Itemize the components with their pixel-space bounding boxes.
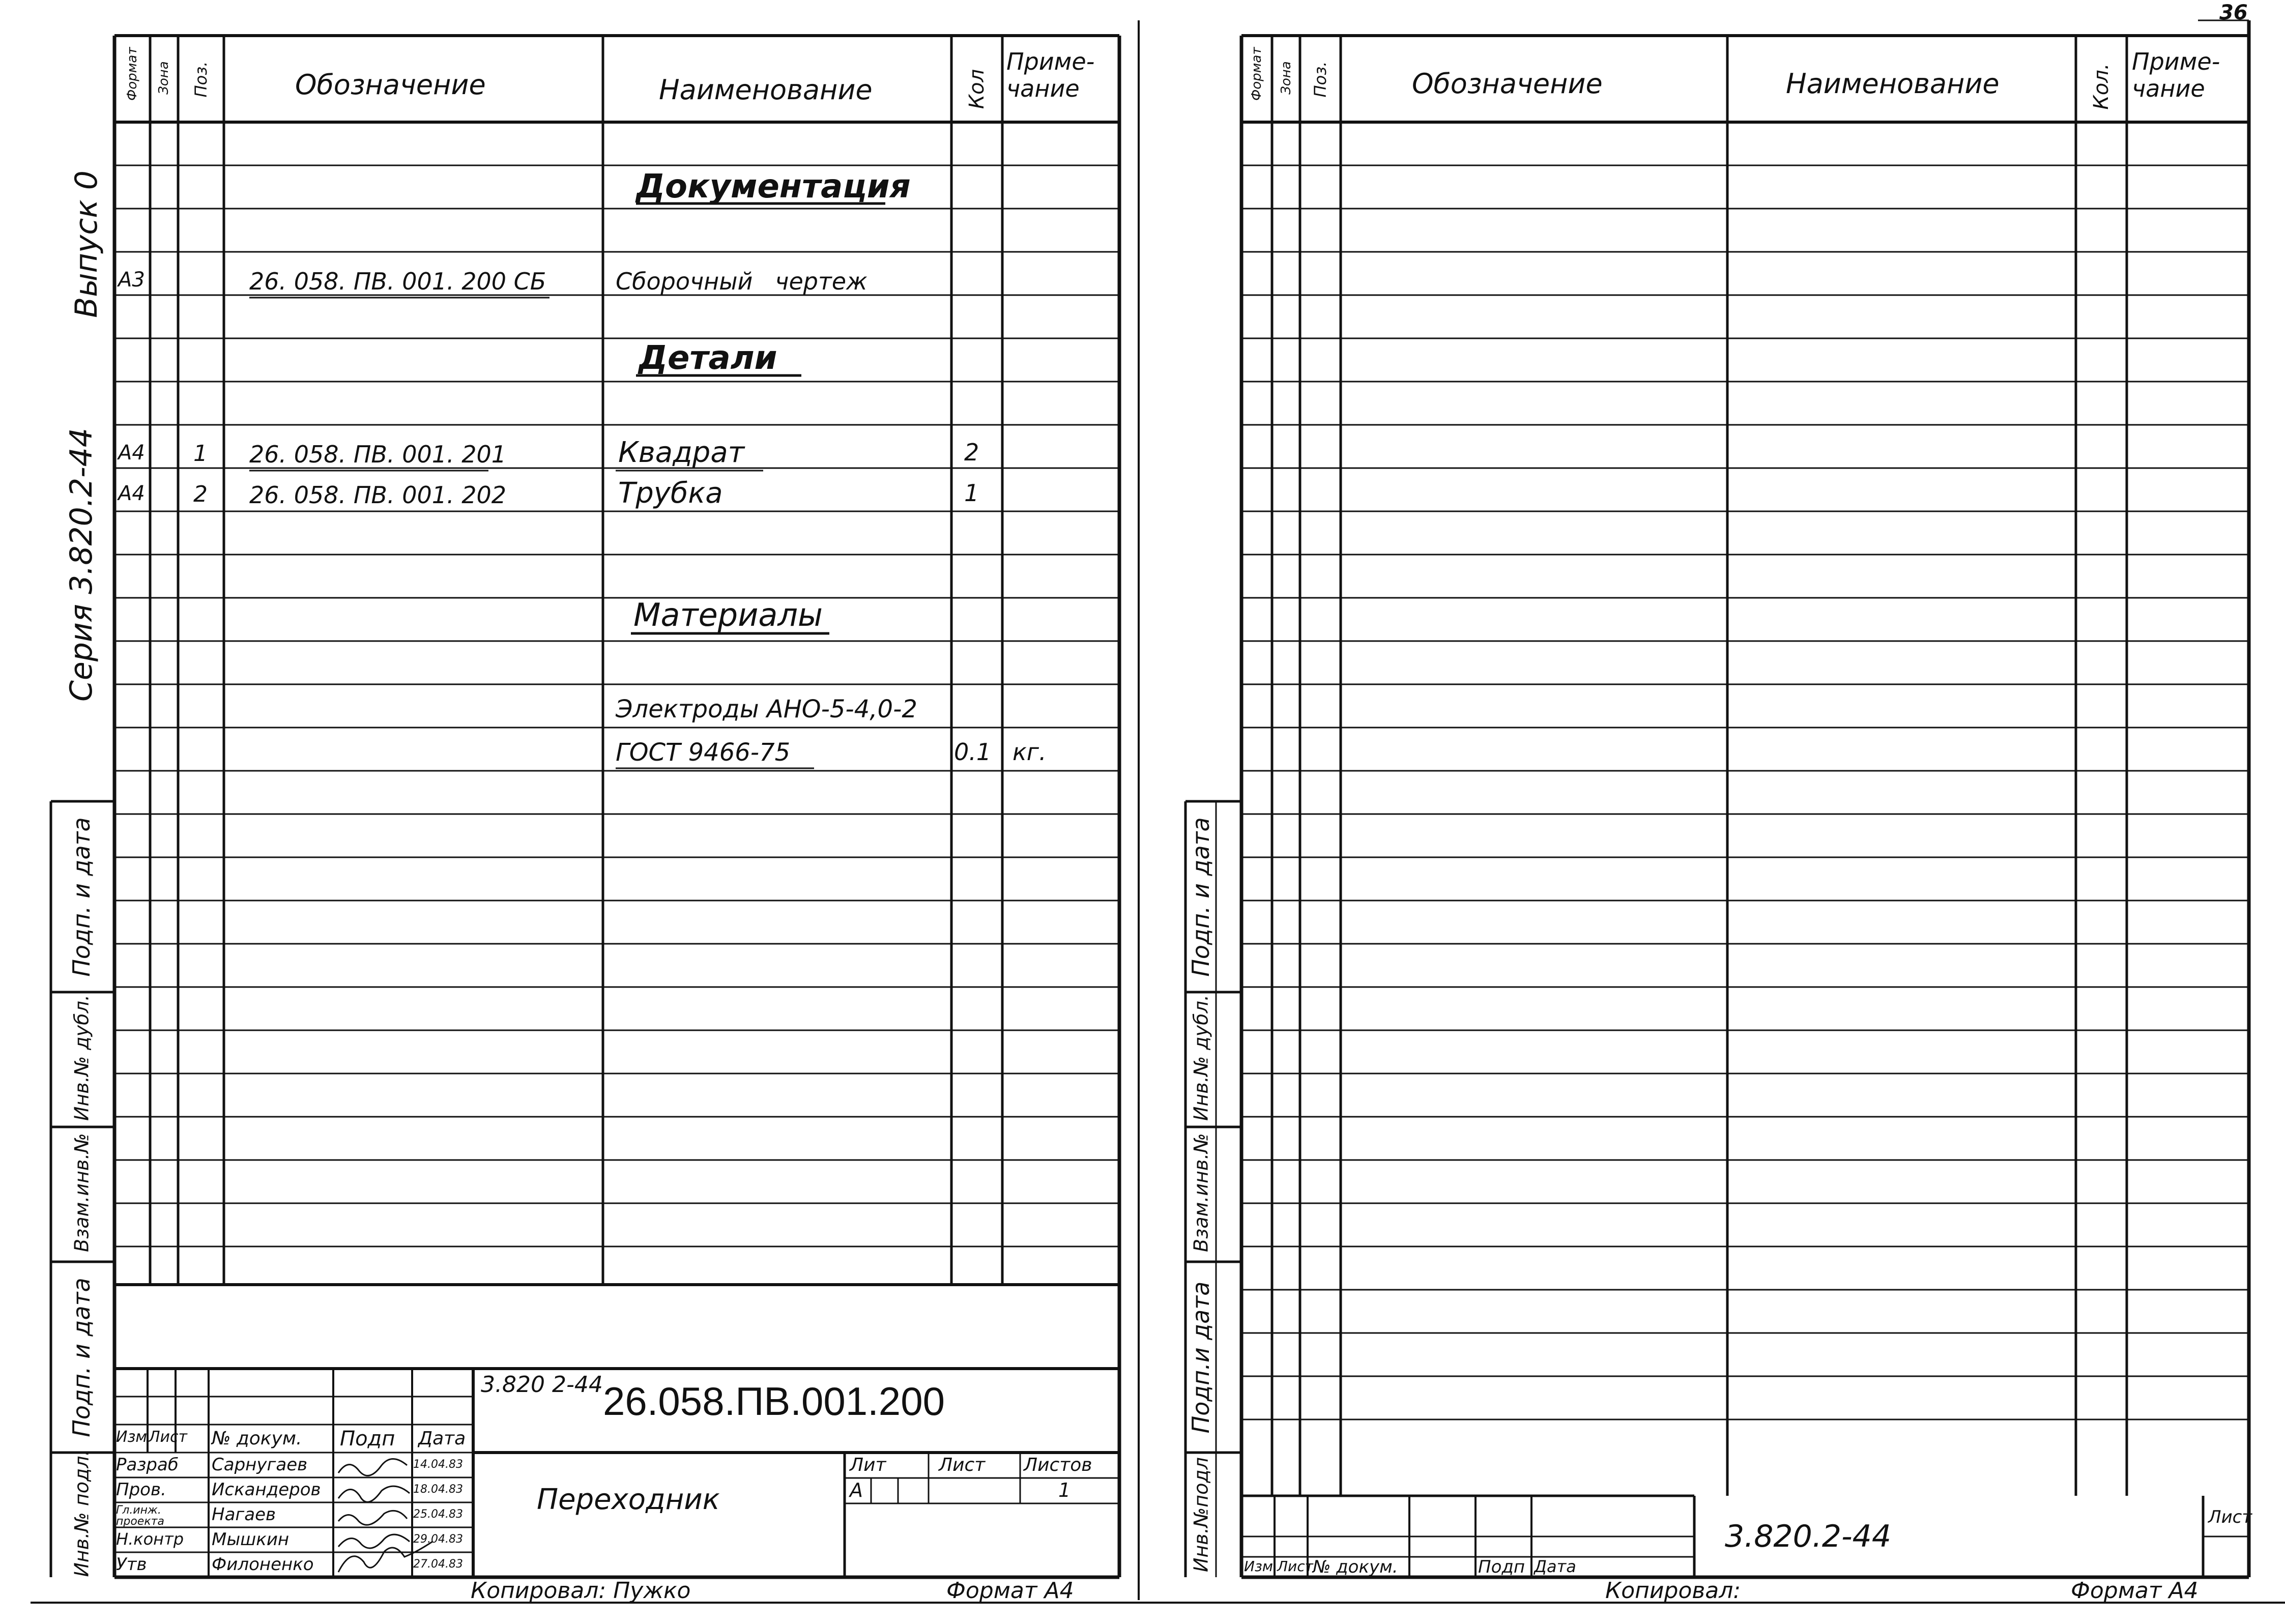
header-zone: Зона (156, 61, 171, 95)
person-role: Пров. (116, 1480, 166, 1500)
person-name: Филоненко (212, 1554, 314, 1575)
person-name: Мышкин (212, 1529, 290, 1550)
person-date: 18.04.83 (413, 1483, 463, 1496)
lit-label: Лит (850, 1455, 886, 1475)
row-qty: 2 (964, 439, 979, 466)
title-col-label: Лист (1277, 1558, 1313, 1575)
person-role: Утв (116, 1554, 147, 1575)
binding-inv-original: Инв.№подл (1190, 1457, 1212, 1572)
title-col-label: Лист (149, 1428, 188, 1446)
side-series-label: Серия 3.820.2-44 (64, 427, 99, 702)
title-doc-number: 26.058.ПВ.001.200 (603, 1379, 945, 1424)
binding-inv-dup: Инв.№ дубл. (1190, 995, 1212, 1121)
sheets-label: Листов (1024, 1455, 1092, 1475)
row-pos: 1 (193, 441, 208, 467)
title-col-label: Изм (116, 1428, 148, 1446)
row-pos: 2 (193, 481, 208, 507)
section-documentation: Документация (636, 168, 911, 206)
header-format: Формат (1249, 47, 1264, 101)
person-date: 29.04.83 (413, 1533, 463, 1546)
title-col-label: Изм (1244, 1558, 1273, 1575)
row-format: А3 (118, 268, 145, 292)
person-role: Разраб (116, 1455, 179, 1475)
person-date: 27.04.83 (413, 1558, 463, 1571)
person-name: Искандеров (212, 1480, 321, 1500)
section-materials: Материалы (633, 596, 823, 633)
row-name: ГОСТ 9466-75 (616, 738, 791, 767)
row-name: Квадрат (618, 436, 745, 469)
title-sheet-label: Лист (2208, 1507, 2252, 1527)
title-col-label: Дата (418, 1428, 466, 1449)
title-col-label: № докум. (212, 1428, 302, 1449)
section-details: Детали (639, 339, 777, 377)
right-sheet (1145, 0, 2285, 1624)
binding-inv-dup: Инв.№ дубл. (70, 995, 93, 1121)
person-name: Нагаев (212, 1504, 276, 1525)
title-col-label: № докум. (1313, 1557, 1398, 1577)
binding-sign-date-2: Подп.и дата (1187, 1281, 1214, 1434)
footer-format: Формат А4 (946, 1578, 1074, 1604)
row-designation: 26. 058. ПВ. 001. 201 (249, 441, 507, 468)
header-pos: Поз. (1311, 61, 1330, 98)
binding-sign-date: Подп. и дата (1187, 817, 1214, 977)
title-product-name: Переходник (537, 1483, 720, 1516)
person-role: Гл.инж. проекта (116, 1504, 164, 1528)
row-name: Трубка (618, 477, 723, 510)
footer-format: Формат А4 (2071, 1578, 2199, 1604)
sheet-label: Лист (939, 1455, 986, 1475)
row-note: кг. (1013, 738, 1047, 766)
row-designation: 26. 058. ПВ. 001. 200 СБ (249, 268, 546, 295)
binding-inv-replace: Взам.инв.№ (1190, 1133, 1212, 1252)
header-pos: Поз. (191, 61, 211, 98)
page-number: 36 (2219, 1, 2248, 24)
binding-inv-replace: Взам.инв.№ (70, 1133, 93, 1252)
person-role: Н.контр (116, 1529, 184, 1549)
row-format: А4 (118, 441, 145, 465)
binding-inv-original: Инв.№ подл. (70, 1449, 93, 1577)
header-qty: Кол (965, 69, 989, 109)
person-date: 25.04.83 (413, 1508, 463, 1521)
header-designation: Обозначение (295, 69, 486, 101)
footer-copied: Копировал: Пужко (471, 1578, 691, 1604)
header-note: Приме- чание (1006, 48, 1095, 102)
side-issue-label: Выпуск 0 (69, 170, 104, 318)
title-doc-number: 3.820.2-44 (1725, 1519, 1892, 1554)
header-name: Наименование (659, 74, 873, 106)
header-zone: Зона (1279, 61, 1294, 95)
footer-copied: Копировал: (1605, 1578, 1741, 1604)
header-format: Формат (125, 47, 140, 101)
header-designation: Обозначение (1412, 68, 1603, 100)
row-format: А4 (118, 482, 145, 505)
title-col-label: Подп (340, 1427, 395, 1451)
row-designation: 26. 058. ПВ. 001. 202 (249, 481, 507, 509)
title-series-ref: 3.820 2-44 (481, 1372, 603, 1398)
binding-sign-date-2: Подп. и дата (68, 1278, 95, 1437)
lit-value: А (850, 1479, 863, 1501)
header-name: Наименование (1786, 68, 2000, 100)
row-qty: 0.1 (954, 738, 992, 766)
right-sheet-grid (1145, 0, 2285, 1624)
row-name: Сборочный чертеж (616, 268, 867, 295)
header-qty: Кол. (2090, 63, 2113, 110)
person-date: 14.04.83 (413, 1458, 463, 1471)
row-name: Электроды АНО-5-4,0-2 (616, 695, 917, 723)
binding-sign-date: Подп. и дата (68, 817, 95, 977)
sheets-value: 1 (1058, 1479, 1071, 1501)
row-qty: 1 (964, 479, 979, 507)
title-col-label: Подп (1478, 1557, 1525, 1577)
person-name: Сарнугаев (212, 1455, 308, 1475)
title-col-label: Дата (1534, 1557, 1576, 1576)
header-note: Приме- чание (2132, 48, 2220, 102)
